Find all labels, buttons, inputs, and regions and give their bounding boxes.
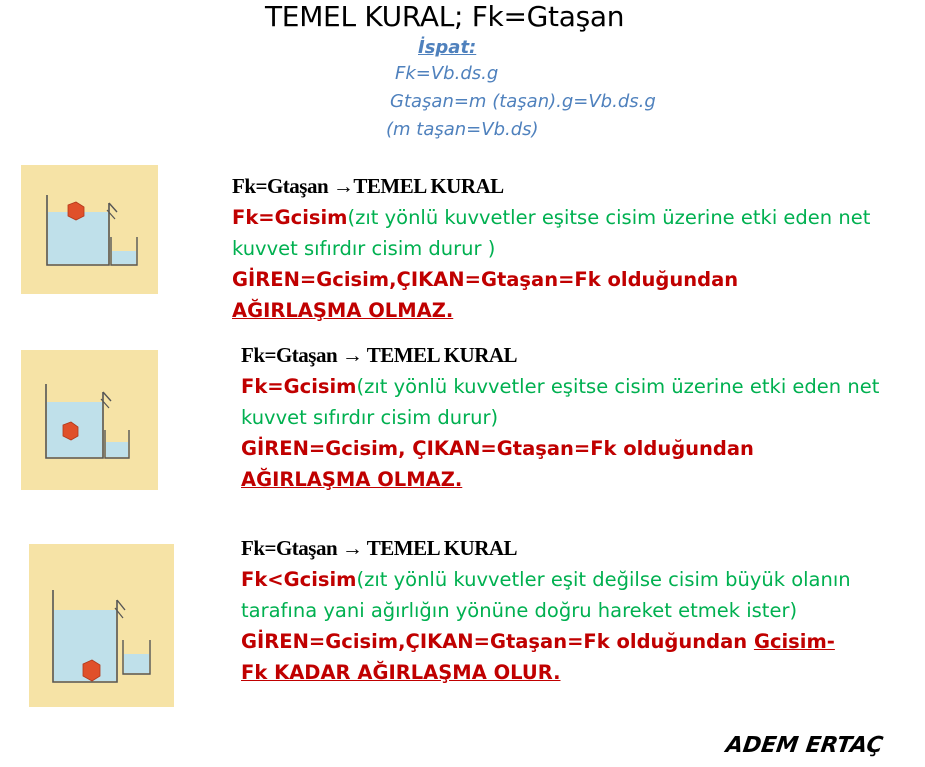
case-suspended xyxy=(241,340,881,495)
page-title: TEMEL KURAL; Fk=Gtaşan xyxy=(265,0,625,33)
proof-line-2: Gtaşan=m (taşan).g=Vb.ds.g xyxy=(390,91,656,112)
explanation-text: (zıt yönlü kuvvetler eşit değilse cisim büyük olanın tarafına yani ağırlığın yönüne doğru hareket etmek ister) xyxy=(241,568,851,622)
explanation-text: (zıt yönlü kuvvetler eşitse cisim üzerine etki eden net kuvvet sıfırdır cisim durur ) xyxy=(232,206,871,260)
result-conclusion: Gcisim-Fk KADAR AĞIRLAŞMA OLUR. xyxy=(241,630,835,684)
result-text: GİREN=Gcisim, ÇIKAN=Gtaşan=Fk olduğundan xyxy=(241,437,754,460)
rule-line: Fk=Gtaşan →TEMEL KURAL xyxy=(232,174,504,198)
proof-line-1: Fk=Vb.ds.g xyxy=(395,63,499,84)
condition-text: Fk=Gcisim xyxy=(241,375,357,398)
author-signature: ADEM ERTAÇ xyxy=(724,733,885,758)
result-conclusion: AĞIRLAŞMA OLMAZ. xyxy=(241,468,463,491)
condition-text: Fk=Gcisim xyxy=(232,206,348,229)
result-conclusion: AĞIRLAŞMA OLMAZ. xyxy=(232,299,454,322)
beaker-floating-image xyxy=(21,165,158,294)
case-floating xyxy=(232,171,872,326)
case-sinking xyxy=(241,533,851,688)
beaker-suspended-image xyxy=(21,350,158,490)
beaker-sinking-image xyxy=(29,544,174,707)
explanation-text: (zıt yönlü kuvvetler eşitse cisim üzerine etki eden net kuvvet sıfırdır cisim durur) xyxy=(241,375,880,429)
proof-line-3: (m taşan=Vb.ds) xyxy=(386,119,539,140)
result-text: GİREN=Gcisim,ÇIKAN=Gtaşan=Fk olduğundan xyxy=(232,268,739,291)
rule-line: Fk=Gtaşan → TEMEL KURAL xyxy=(241,536,518,560)
condition-text: Fk<Gcisim xyxy=(241,568,357,591)
proof-heading: İspat: xyxy=(418,37,477,58)
cube-icon xyxy=(83,660,100,681)
rule-line: Fk=Gtaşan → TEMEL KURAL xyxy=(241,343,518,367)
result-text: GİREN=Gcisim,ÇIKAN=Gtaşan=Fk olduğundan xyxy=(241,630,754,653)
